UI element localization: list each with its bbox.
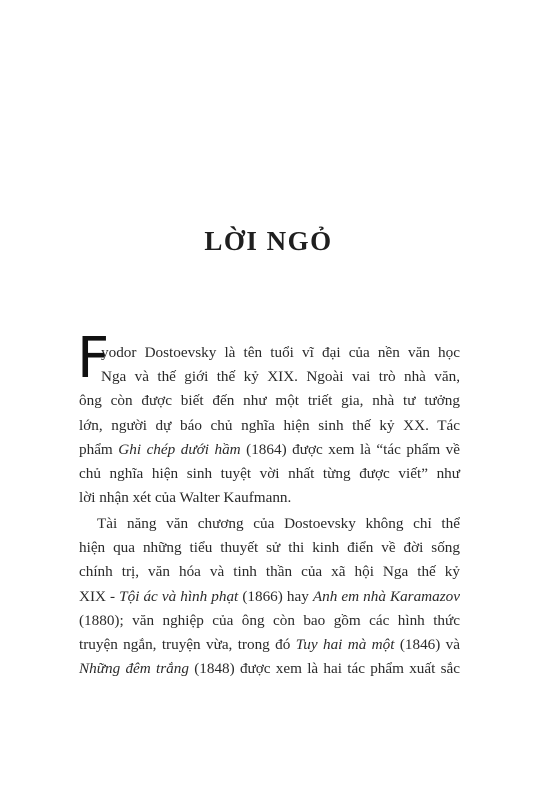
drop-cap: F xyxy=(77,326,110,391)
book-title-ghi-chep-duoi-ham: Ghi chép dưới hầm xyxy=(118,440,241,458)
book-title-tuy-hai-ma-mot: Tuy hai mà một xyxy=(295,636,395,654)
paragraph-2-line-7 xyxy=(79,657,460,681)
book-title-nhung-dem-trang: Những đêm trắng xyxy=(79,660,189,678)
text-run: (1864) được xem là “tác phẩm về xyxy=(240,440,460,458)
text-run: (1848) được xem là hai tác phẩm xuất sắc xyxy=(188,660,460,678)
paragraph-2-line-5: (1880); văn nghiệp của ông còn bao gồm các hình thức xyxy=(79,611,460,629)
text-run: XIX - xyxy=(79,587,120,605)
text-run: truyện ngắn, truyện vừa, trong đó xyxy=(79,636,296,654)
paragraph-1-line-1: yodor Dostoevsky là tên tuổi vĩ đại của nền văn học xyxy=(101,344,460,361)
text-run: (1866) hay xyxy=(238,587,313,605)
text-run: (1846) và xyxy=(394,636,461,654)
paragraph-1-line-4: lớn, người dự báo chủ nghĩa hiện sinh thế kỷ XX. Tác xyxy=(79,416,460,434)
paragraph-2-line-6 xyxy=(79,633,460,657)
text-run: phẩm xyxy=(79,440,119,458)
book-title-anh-em-nha-karamazov: Anh em nhà Karamazov xyxy=(312,587,460,605)
paragraph-1-line-2: Nga và thế giới thế kỷ XIX. Ngoài vai trò nhà văn, xyxy=(101,368,460,386)
chapter-title: LỜI NGỎ xyxy=(204,226,333,256)
paragraph-2-line-4 xyxy=(79,585,460,609)
paragraph-1-line-3: ông còn được biết đến như một triết gia, nhà tư tưởng xyxy=(79,392,460,410)
paragraph-2-line-3: chính trị, văn hóa và tinh thần của xã hội Nga thế kỷ xyxy=(79,563,460,581)
paragraph-1 xyxy=(77,326,460,510)
paragraph-2-line-2: hiện qua những tiểu thuyết sử thi kinh điển về đời sống xyxy=(79,539,460,557)
book-title-toi-ac-va-hinh-phat: Tội ác và hình phạt xyxy=(119,587,239,605)
paragraph-1-line-7: lời nhận xét của Walter Kaufmann. xyxy=(79,489,292,507)
paragraph-2-line-1: Tài năng văn chương của Dostoevsky không chỉ thể xyxy=(97,515,460,532)
paragraph-2 xyxy=(79,512,460,681)
paragraph-1-line-6: chủ nghĩa hiện sinh tuyệt vời nhất từng được viết” như xyxy=(79,465,460,483)
paragraph-1-line-5 xyxy=(79,438,460,462)
